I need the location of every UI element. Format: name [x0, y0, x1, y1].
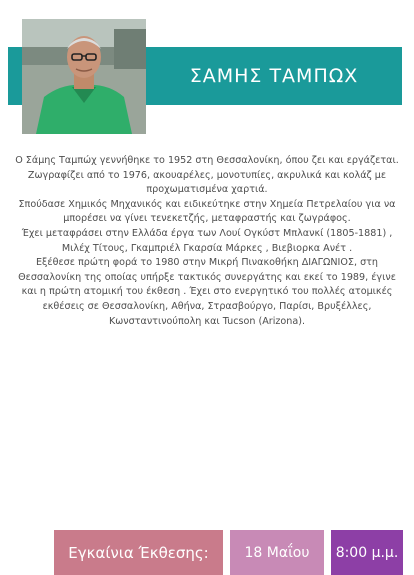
bio-paragraph: Ο Σάμης Ταμπώχ γεννήθηκε το 1952 στη Θεσσαλονίκη, όπου ζει και εργάζεται. [15, 155, 399, 166]
bio-paragraph: Έχει μεταφράσει στην Ελλάδα έργα των Λουί Ογκύστ Μπλανκί (1805-1881) , Μιλέχ Τίτους, Γκαμπριέλ Γκαρσία Μάρκες , Βιεβιορκα Ανέτ . [21, 227, 393, 254]
bio-paragraph: Ζωγραφίζει από το 1976, ακουαρέλες, μονοτυπίες, ακρυλικά και κολάζ με προχωματισμένα χαρτιά. [27, 169, 387, 196]
portrait-image [22, 19, 146, 134]
artist-portrait [22, 19, 146, 134]
artist-name: ΣΑΜΗΣ ΤΑΜΠΩΧ [189, 65, 359, 87]
opening-date: 18 Μαΐου [230, 530, 324, 575]
bio-paragraph: Σπούδασε Χημικός Μηχανικός και ειδικεύτηκε στην Χημεία Πετρελαίου για να μπορέσει να γίνει τενεκετζής, μεταφραστής και ζωγράφος. [18, 198, 396, 225]
opening-label: Εγκαίνια Έκθεσης: [54, 530, 223, 575]
artist-bio [10, 154, 404, 329]
opening-time: 8:00 μ.μ. [331, 530, 403, 575]
bio-paragraph: Εξέθεσε πρώτη φορά το 1980 στην Μικρή Πινακοθήκη ΔΙΑΓΩΝΙΟΣ, στη Θεσσαλονίκη της οποίας υπήρξε τακτικός συνεργάτης και εκεί το 1989, έγινε και η πρώτη ατομική του έκθεση . Έχει στο ενεργητικό του πολλές ατομικές εκθέσεις σε Θεσσαλονίκη, Αθήνα, Στρασβούργο, Παρίσι, Βρυξέλλες, Κωνσταντινούπολη και Tucson (Arizona). [18, 257, 396, 327]
